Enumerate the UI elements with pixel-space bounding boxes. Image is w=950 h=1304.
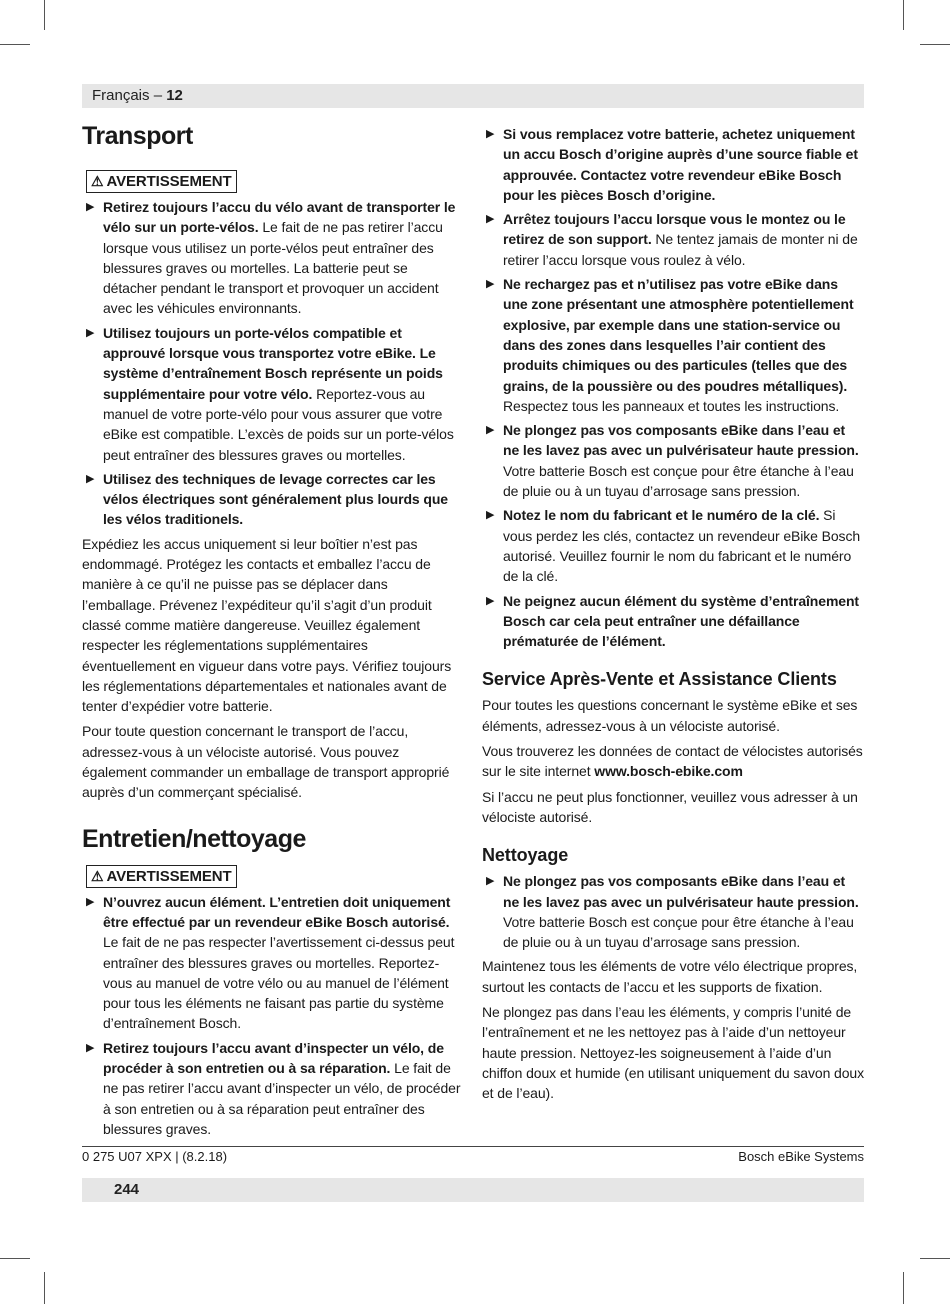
- item-text: Reportez-vous au manuel de votre porte-vélo pour vous assurer que votre eBike est compatible. L’excès de poids sur un porte-vélos peut entraîner des blessures graves ou mortelles.: [103, 385, 454, 463]
- bullet-icon: ▶: [486, 594, 495, 607]
- page-number: [114, 1181, 139, 1198]
- header-page: 12: [166, 87, 183, 104]
- footer-brand: Bosch eBike Systems: [738, 1149, 864, 1164]
- paragraph: Maintenez tous les éléments de votre vélo électrique propres, surtout les contacts de l’accu et les supports de fixation.: [482, 958, 858, 995]
- item-bold: Notez le nom du fabricant et le numéro de la clé.: [503, 507, 820, 524]
- page-number-text: 244: [114, 1181, 140, 1198]
- transport-heading: Transport: [82, 122, 193, 150]
- paragraph: Expédiez les accus uniquement si leur boîtier n’est pas endommagé. Protégez les contacts et emballez l’accu de manière à ce qu’il ne puisse pas se déplacer dans l’emballage. Prévenez l’expéditeur qu’il s’agit d’un produit classé comme matière dangereuse. Veuillez également respecter les réglementations supplémentaires éventuellement en vigueur dans votre pays. Vérifiez toujours les réglementations départementales et nationales avant de tenter d’expédier votre batterie.: [82, 535, 452, 715]
- item-bold: Utilisez toujours un porte-vélos compatible et approuvé lorsque vous transportez votre eBike. Le système d’entraînement Bosch représente un poids supplémentaire pour votre vélo.: [103, 324, 443, 402]
- header-sep: –: [153, 87, 163, 104]
- bullet-icon: ▶: [486, 424, 495, 437]
- crop-mark: [920, 44, 950, 45]
- website-link[interactable]: www.bosch-ebike.com: [594, 763, 743, 780]
- warning-text: AVERTISSEMENT: [106, 867, 232, 885]
- item-bold: Arrêtez toujours l’accu lorsque vous le montez ou le retirez de son support.: [503, 211, 846, 248]
- header-text: [92, 87, 183, 104]
- warning-icon: ⚠: [91, 173, 104, 189]
- page-footer: [82, 1146, 864, 1164]
- entretien-list: [82, 892, 464, 1140]
- warning-label: [86, 865, 237, 888]
- crop-mark: [0, 1258, 30, 1259]
- entretien-heading: Entretien/nettoyage: [82, 824, 306, 853]
- nettoyage-list: [482, 871, 864, 952]
- list-item: [82, 197, 464, 319]
- item-bold: Retirez toujours l’accu du vélo avant de transporter le vélo sur un porte-vélos.: [103, 199, 456, 236]
- bullet-icon: ▶: [86, 201, 95, 213]
- paragraph: Pour toute question concernant le transport de l’accu, adressez-vous à un vélociste autorisé. Vous pouvez également commander un emballage de transport approprié auprès d’un commerçant spécialisé.: [82, 723, 450, 801]
- item-bold: Si vous remplacez votre batterie, achetez uniquement un accu Bosch d’origine auprès d’une source fiable et approuvée. Contactez votre revendeur eBike Bosch pour les pièces Bosch d’origine.: [503, 126, 858, 203]
- item-text: Le fait de ne pas respecter l’avertissement ci-dessus peut entraîner des blessures graves ou mortelles. Reportez-vous au manuel de votre vélo ou au manuel de l’élément pour tous les éléments ne faisant pas partie du système d’entraînement Bosch.: [103, 934, 455, 1032]
- left-column: [82, 120, 464, 1143]
- transport-list: [82, 197, 464, 530]
- paragraph: Si l’accu ne peut plus fonctionner, veuillez vous adresser à un vélociste autorisé.: [482, 788, 858, 825]
- bullet-icon: ▶: [86, 326, 95, 339]
- crop-mark: [0, 44, 30, 45]
- bullet-icon: ▶: [486, 278, 495, 291]
- bullet-icon: ▶: [86, 895, 95, 908]
- item-text: Le fait de ne pas retirer l’accu lorsque vous utilisez un porte-vélos peut entraîner des blessures graves ou mortelles. La batterie peut se détacher pendant le transport et provoquer un accident avec les véhicules environnants.: [103, 219, 443, 317]
- page-number-bar: [82, 1178, 864, 1202]
- nettoyage-heading: Nettoyage: [482, 845, 569, 866]
- list-item: [482, 505, 864, 586]
- list-item: [482, 420, 864, 501]
- list-item: [482, 591, 864, 652]
- service-text: Vous trouverez les données de contact de vélocistes autorisés sur le site internet: [482, 743, 863, 780]
- bullet-icon: ▶: [486, 509, 495, 522]
- paragraph: Pour toutes les questions concernant le système eBike et ses éléments, adressez-vous à un vélociste autorisé.: [482, 697, 858, 734]
- list-item: [82, 469, 464, 530]
- item-bold: N’ouvrez aucun élément. L’entretien doit uniquement être effectué par un revendeur eBike Bosch autorisé.: [103, 893, 451, 930]
- safety-list: [482, 124, 864, 651]
- crop-mark: [44, 0, 45, 30]
- item-bold: Ne plongez pas vos composants eBike dans l’eau et ne les lavez pas avec un pulvérisateur haute pression.: [503, 422, 859, 459]
- page-header: [82, 84, 864, 108]
- warning-text: AVERTISSEMENT: [106, 173, 232, 190]
- bullet-icon: ▶: [486, 128, 495, 140]
- item-text: Respectez tous les panneaux et toutes les instructions.: [503, 397, 840, 414]
- list-item: [82, 892, 464, 1034]
- bullet-icon: ▶: [486, 213, 495, 226]
- item-text: Si vous perdez les clés, contactez un revendeur eBike Bosch autorisé. Veuillez fournir le nom du fabricant et le numéro de la clé.: [503, 507, 861, 585]
- list-item: [82, 323, 464, 465]
- header-section: Français: [92, 87, 150, 104]
- crop-mark: [44, 1272, 45, 1304]
- item-bold: Utilisez des techniques de levage correctes car les vélos électriques sont généralement plus lourds que les vélos traditionels.: [103, 470, 448, 528]
- item-bold: Ne plongez pas vos composants eBike dans l’eau et ne les lavez pas avec un pulvérisateur haute pression.: [503, 873, 859, 910]
- item-text: Votre batterie Bosch est conçue pour être étanche à l’eau de pluie ou à un tuyau d’arrosage sans pression.: [503, 913, 854, 951]
- list-item: [482, 871, 864, 952]
- item-bold: Retirez toujours l’accu avant d’inspecter un vélo, de procéder à son entretien ou à sa réparation.: [103, 1039, 444, 1076]
- warning-label: [86, 170, 237, 193]
- bullet-icon: ▶: [486, 875, 495, 888]
- bullet-icon: ▶: [86, 472, 95, 485]
- item-text: Votre batterie Bosch est conçue pour être étanche à l’eau de pluie ou à un tuyau d’arrosage sans pression.: [503, 462, 854, 500]
- bullet-icon: ▶: [86, 1041, 95, 1054]
- list-item: [482, 274, 864, 416]
- item-bold: Ne peignez aucun élément du système d’entraînement Bosch car cela peut entraîner une défaillance prématurée de l’élément.: [503, 592, 859, 650]
- paragraph: [482, 741, 864, 782]
- item-bold: Ne rechargez pas et n’utilisez pas votre eBike dans une zone présentant une atmosphère potentiellement explosive, par exemple dans une station-service ou dans des zones dans lesquelles l’air contient des produits chimiques ou des particules (telles que des grains, de la poussière ou des poudres métalliques).: [503, 276, 854, 394]
- item-text: Ne tentez jamais de monter ni de retirer l’accu lorsque vous roulez à vélo.: [503, 231, 858, 268]
- footer-doc-id: 0 275 U07 XPX | (8.2.18): [82, 1149, 228, 1164]
- item-text: Le fait de ne pas retirer l’accu avant d’inspecter un vélo, de procéder à son entretien ou à sa réparation peut entraîner des blessures graves.: [103, 1059, 461, 1137]
- warning-icon: ⚠: [91, 867, 104, 884]
- crop-mark: [903, 1272, 904, 1304]
- right-column: [482, 124, 864, 1108]
- list-item: [482, 209, 864, 270]
- list-item: [82, 1038, 464, 1139]
- paragraph: Ne plongez pas dans l’eau les éléments, y compris l’unité de l’entraînement et ne les nettoyez pas à l’aide d’un nettoyeur haute pression. Nettoyez-les soigneusement à l’aide d’un chiffon doux et humide (en utilisant uniquement du savon doux et de l’eau).: [482, 1003, 865, 1102]
- crop-mark: [920, 1258, 950, 1259]
- list-item: [482, 124, 864, 205]
- crop-mark: [903, 0, 904, 30]
- service-heading: Service Après-Vente et Assistance Clients: [482, 669, 837, 690]
